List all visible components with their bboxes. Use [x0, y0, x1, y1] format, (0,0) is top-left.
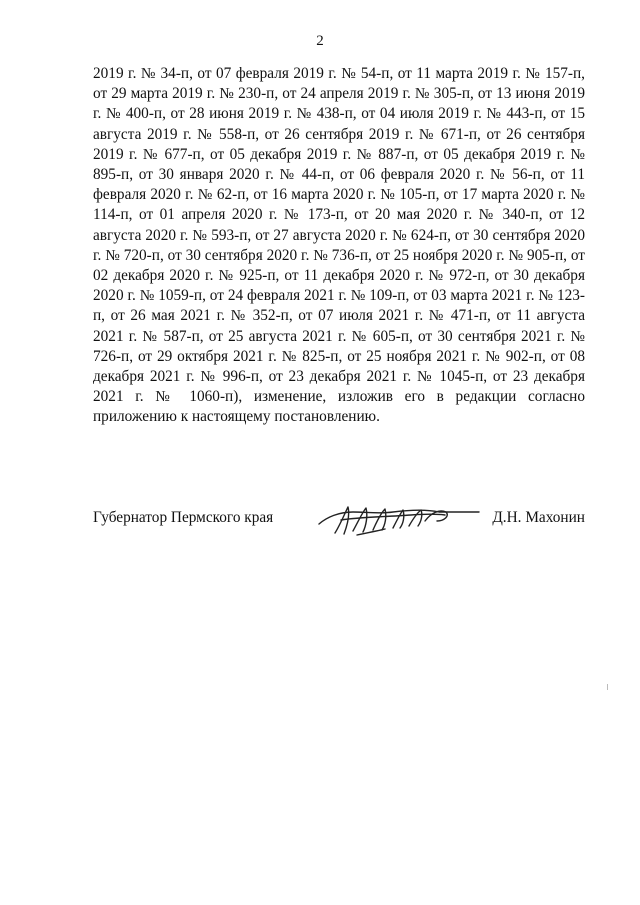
page-number: 2 [316, 33, 324, 49]
handwritten-signature [313, 500, 483, 540]
signature-block [93, 500, 585, 540]
signatory-title: Губернатор Пермского края [93, 509, 274, 526]
body-paragraph: 2019 г. № 34-п, от 07 февраля 2019 г. № 54-п, от 11 марта 2019 г. № 157-п, от 29 марта 2019 г. № 230-п, от 24 апреля 2019 г. № 305-п, от 13 июня 2019 г. № 400-п, от 28 июня 2019 г. № 438-п, от 04 июля 2019 г. № 443-п, от 15 августа 2019 г. № 558-п, от 26 сентября 2019 г. № 671-п, от 26 сентября 2019 г. № 677-п, от 05 декабря 2019 г. № 887-п, от 05 декабря 2019 г. № 895-п, от 30 января 2020 г. № 44-п, от 06 февраля 2020 г. № 56-п, от 11 февраля 2020 г. № 62-п, от 16 марта 2020 г. № 105-п, от 17 марта 2020 г. № 114-п, от 01 апреля 2020 г. № 173-п, от 20 мая 2020 г. № 340-п, от 12 августа 2020 г. № 593-п, от 27 августа 2020 г. № 624-п, от 30 сентября 2020 г. № 720-п, от 30 сентября 2020 г. № 736-п, от 25 ноября 2020 г. № 905-п, от 02 декабря 2020 г. № 925-п, от 11 декабря 2020 г. № 972-п, от 30 декабря 2020 г. № 1059-п, от 24 февраля 2021 г. № 109-п, от 03 марта 2021 г. № 123-п, от 26 мая 2021 г. № 352-п, от 07 июля 2021 г. № 471-п, от 11 августа 2021 г. № 587-п, от 25 августа 2021 г. № 605-п, от 30 сентября 2021 г. № 726-п, от 29 октября 2021 г. № 825-п, от 25 ноября 2021 г. № 902-п, от 08 декабря 2021 г. № 996-п, от 23 декабря 2021 г. № 1045-п, от 23 декабря 2021 г. № 1060-п), изменение, изложив его в редакции согласно приложению к настоящему постановлению. [93, 65, 585, 426]
scan-speck [607, 684, 608, 690]
signatory-name: Д.Н. Махонин [492, 509, 585, 526]
